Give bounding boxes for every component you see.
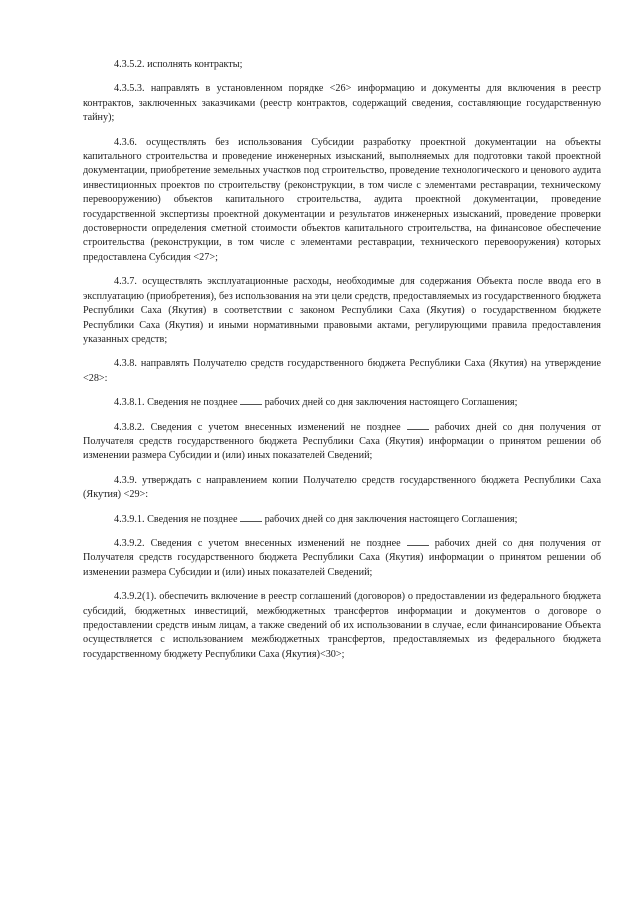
paragraph-text-after: рабочих дней со дня получения от Получателя средств государственного бюджета Республики Саха (Якутия) информации о принятом решении об изменении размера Субсидии и (или) иных показателей Сведений;	[83, 537, 602, 578]
paragraph-4-3-9-2-1: 4.3.9.2(1). обеспечить включение в реестр соглашений (договоров) о предоставлении из федерального бюджета субсидий, бюджетных инвестиций, межбюджетных трансфертов информации и документов о договоре о предоставлении средств иным лицам, а также сведений об их использовании в случае, если финансирование Объекта осуществляется с использованием межбюджетных трансфертов, предоставляемых из федерального бюджета государственному бюджету Республики Саха (Якутия)<30>;	[83, 591, 601, 660]
paragraph-text-before: 4.3.8.2. Сведения с учетом внесенных изменений не позднее	[114, 421, 407, 433]
blank-field	[407, 421, 429, 430]
paragraph-4-3-7: 4.3.7. осуществлять эксплуатационные расходы, необходимые для содержания Объекта после ввода его в эксплуатацию (приобретения), без использования на эти цели средств, предоставляемых из государственного бюджета Республики Саха (Якутия) в соответствии с законом Республики Саха (Якутия) о государственном бюджете Республики Саха (Якутия) и иными нормативными правовыми актами, регулирующими правила предоставления указанных средств;	[83, 276, 601, 345]
paragraph-text-before: 4.3.8.1. Сведения не позднее	[114, 397, 241, 409]
paragraph-4-3-5-3: 4.3.5.3. направлять в установленном порядке <26> информацию и документы для включения в реестр контрактов, заключенных заказчиками (реестр контрактов, содержащий сведения, составляющие государственную тайну);	[83, 83, 601, 124]
paragraph-4-3-8-1	[83, 396, 601, 410]
paragraph-4-3-9: 4.3.9. утверждать с направлением копии Получателю средств государственного бюджета Республики Саха (Якутия) <29>:	[83, 474, 601, 501]
paragraph-text-after: рабочих дней со дня заключения настоящего Соглашения;	[262, 513, 518, 525]
paragraph-4-3-8-2	[83, 421, 601, 464]
paragraph-text-before: 4.3.9.1. Сведения не позднее	[114, 513, 241, 525]
paragraph-text-before: 4.3.9.2. Сведения с учетом внесенных изменений не позднее	[114, 537, 407, 549]
paragraph-4-3-9-2	[83, 537, 601, 580]
blank-field	[240, 513, 262, 522]
paragraph-4-3-9-1	[83, 513, 601, 527]
paragraph-text-after: рабочих дней со дня заключения настоящего Соглашения;	[262, 397, 518, 409]
document-body	[83, 58, 601, 672]
paragraph-4-3-8: 4.3.8. направлять Получателю средств государственного бюджета Республики Саха (Якутия) на утверждение <28>:	[83, 358, 601, 384]
paragraph-text-after: рабочих дней со дня получения от Получателя средств государственного бюджета Республики Саха (Якутия) информации о принятом решении об изменении размера Субсидии и (или) иных показателей Сведений;	[83, 421, 602, 462]
blank-field	[240, 396, 262, 405]
paragraph-4-3-6: 4.3.6. осуществлять без использования Субсидии разработку проектной документации на объекты капитального строительства и проведение инженерных изысканий, выполняемых для подготовки такой проектной документации, приобретение земельных участков под строительство, проведение технологического и ценового аудита инвестиционных проектов по строительству (реконструкции, в том числе с элементами реставрации, техническому перевооружению) объектов капитального строительства, аудита проектной документации, проведение государственной экспертизы проектной документации и результатов инженерных изысканий, проведение проверки достоверности определения сметной стоимости объектов капитального строительства, на финансовое обеспечение строительства (реконструкции, в том числе с элементами реставрации, технического перевооружения) которых предоставлена Субсидия <27>;	[83, 136, 601, 263]
paragraph-4-3-5-2: 4.3.5.2. исполнять контракты;	[114, 59, 243, 70]
blank-field	[407, 537, 429, 546]
